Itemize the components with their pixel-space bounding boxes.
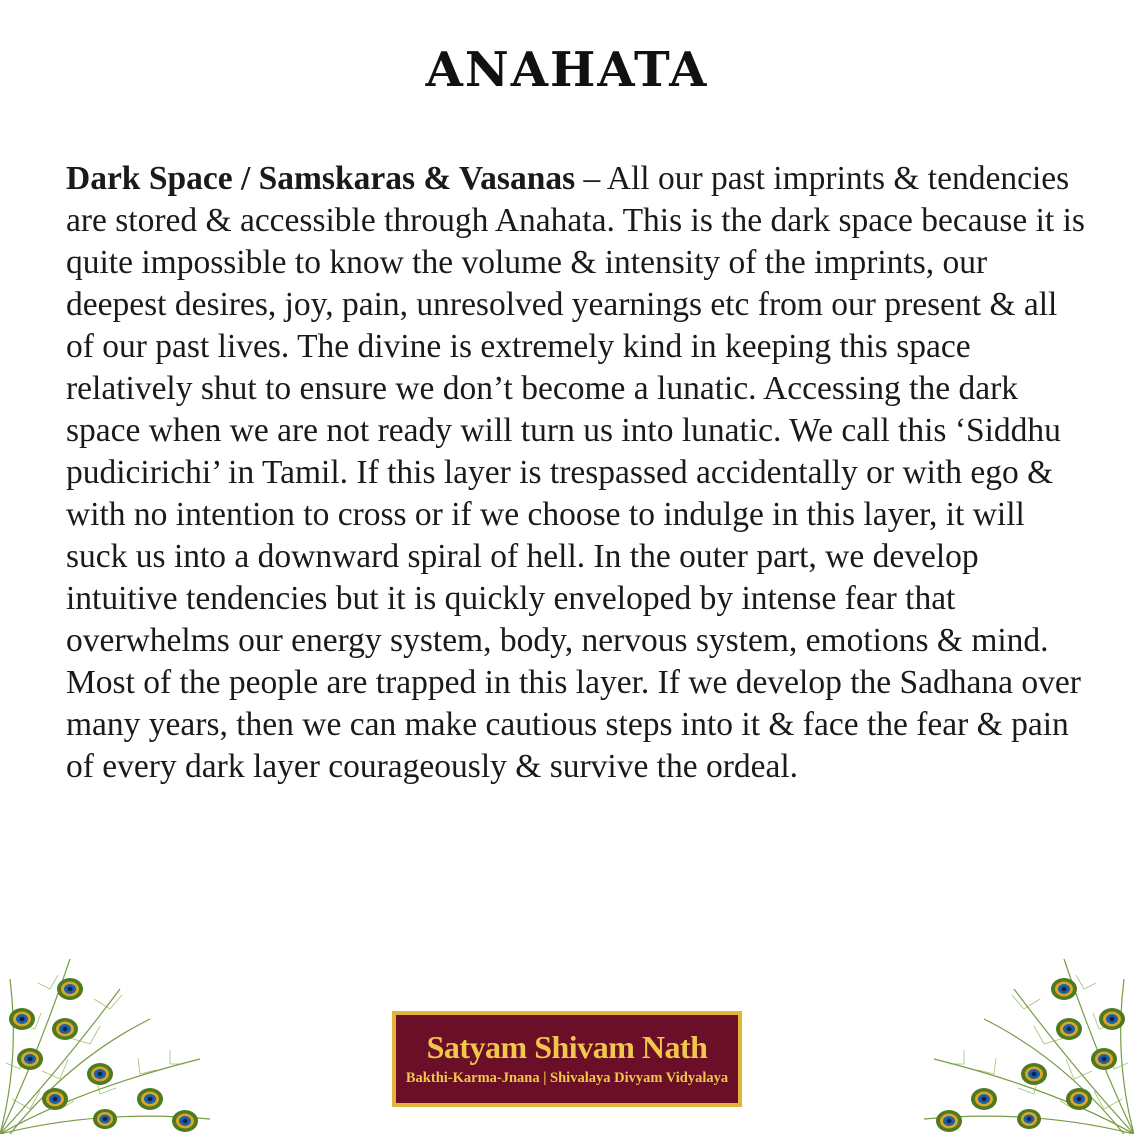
peacock-feather-right-icon bbox=[904, 949, 1134, 1134]
peacock-feather-left-icon bbox=[0, 949, 230, 1134]
logo-tagline: Bakthi-Karma-Jnana | Shivalaya Divyam Vidyalaya bbox=[405, 1070, 729, 1086]
body-text: – All our past imprints & tendencies are stored & accessible through Anahata. This is the dark space because it is quite impossible to know the volume & intensity of the imprints, our deepest desires, joy, pain, unresolved yearnings etc from our present & all of our past lives. The divine is extremely kind in keeping this space relatively shut to ensure we don’t become a lunatic. Accessing the dark space when we are not ready will turn us into lunatic. We call this ‘Siddhu pudicirichi’ in Tamil. If this layer is trespassed accidentally or with ego & with no intention to cross or if we choose to indulge in this layer, it will suck us into a downward spiral of hell. In the outer part, we develop intuitive tendencies but it is quickly enveloped by intense fear that overwhelms our energy system, body, nervous system, emotions & mind. Most of the people are trapped in this layer. If we develop the Sadhana over many years, then we can make cautious steps into it & face the fear & pain of every dark layer courageously & survive the ordeal. bbox=[66, 160, 1085, 785]
page-title: ANAHATA bbox=[425, 42, 709, 98]
logo-name: Satyam Shivam Nath bbox=[426, 1029, 708, 1065]
body-lead: Dark Space / Samskaras & Vasanas bbox=[66, 160, 576, 197]
body-paragraph bbox=[66, 158, 1086, 788]
brand-logo bbox=[392, 1011, 742, 1107]
